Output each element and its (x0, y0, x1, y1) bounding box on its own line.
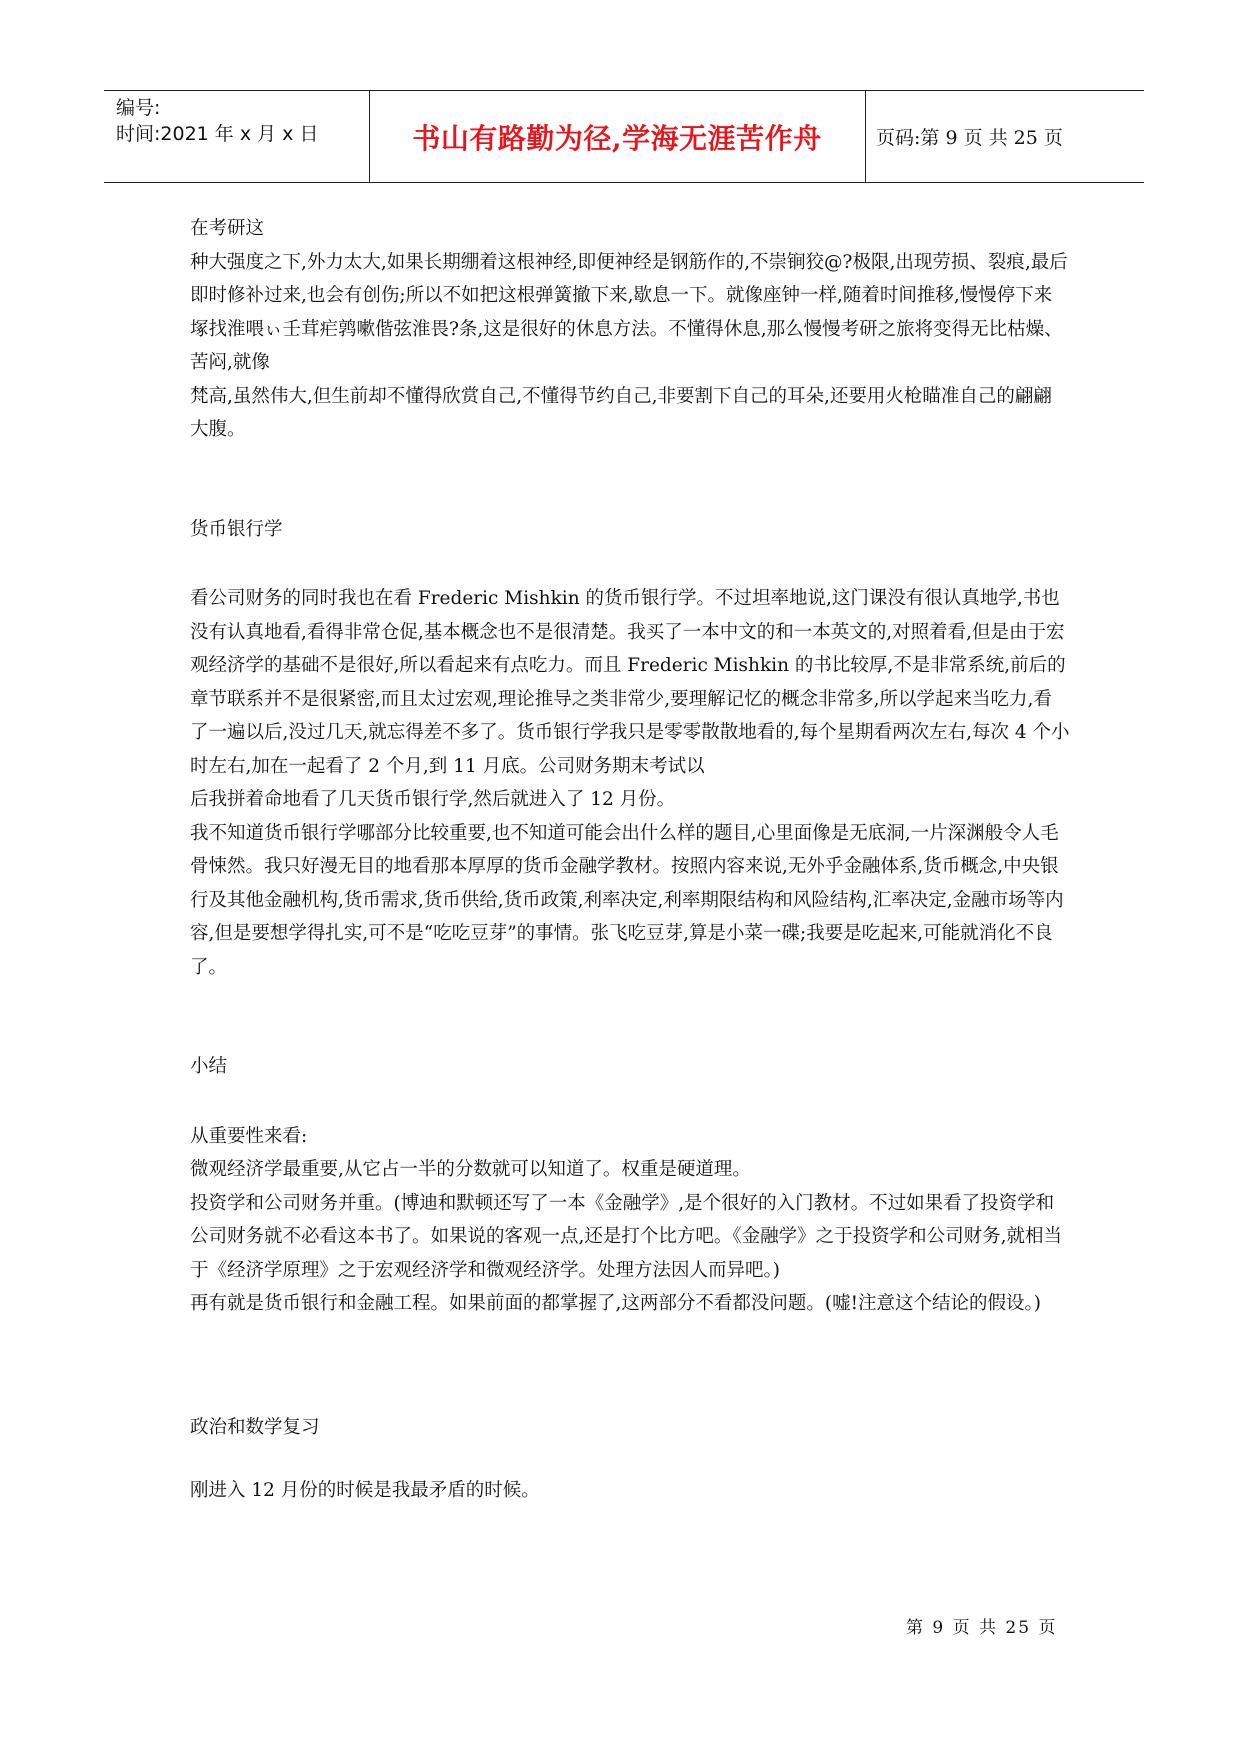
paragraph: 梵高,虽然伟大,但生前却不懂得欣赏自己,不懂得节约自己,非要割下自己的耳朵,还要用火枪瞄准自己的翩翩大腹。 (190, 385, 1052, 440)
paragraph: 从重要性来看: (190, 1125, 308, 1147)
document-time-label: 时间:2021 年 x 月 x 日 (116, 123, 319, 145)
header-divider-right (865, 91, 866, 182)
paragraph: 在考研这 (190, 218, 265, 239)
paragraph: 我不知道货币银行学哪部分比较重要,也不知道可能会出什么样的题目,心里面像是无底洞,一片深渊般令人毛骨悚然。我只好漫无目的地看那本厚厚的货币金融学教材。按照内容来说,无外乎金融体系,货币概念,中央银行及其他金融机构,货币需求,货币供给,货币政策,利率决定,利率期限结构和风险结构,汇率决定,金融市场等内容,但是要想学得扎实,可不是“吃吃豆芽”的事情。张飞吃豆芽,算是小菜一碟;我要是吃起来,可能就消化不良了。 (190, 822, 1064, 978)
page-header (104, 90, 1144, 183)
paragraph: 种大强度之下,外力太大,如果长期绷着这根神经,即便神经是钢筋作的,不崇锏狡@?极限,出现劳损、裂痕,最后即时修补过来,也会有创伤;所以不如把这根弹簧撤下来,歇息一下。就像座钟一样,随着时间推移,慢慢停下来塚找淮喂ぃ壬茸疟鹑嗽偕弦淮畏?条,这是很好的休息方法。不懂得休息,那么慢慢考研之旅将变得无比枯燥、苦闷,就像 (190, 251, 1068, 373)
paragraph: 看公司财务的同时我也在看 Frederic Mishkin 的货币银行学。不过坦率地说,这门课没有很认真地学,书也没有认真地看,看得非常仓促,基本概念也不是很清楚。我买了一本中文的和一本英文的,对照着看,但是由于宏观经济学的基础不是很好,所以看起来有点吃力。而且 Frederic Mishkin 的书比较厚,不是非常系统,前后的章节联系并不是很紧密,而且太过宏观,理论推导之类非常少,要理解记忆的概念非常多,所以学起来当吃力,看了一遍以后,没过几天,就忘得差不多了。货币银行学我只是零零散散地看的,每个星期看两次左右,每次 4 个小时左右,加在一起看了 2 个月,到 11 月底。公司财务期末考试以 (190, 588, 1070, 777)
section-heading-summary: 小结 (190, 1056, 228, 1077)
page-footer: 第 9 页 共 25 页 (906, 1618, 1058, 1638)
paragraph: 微观经济学最重要,从它占一半的分数就可以知道了。权重是硬道理。 (190, 1159, 751, 1180)
header-meta (116, 95, 318, 147)
header-page-info: 页码:第 9 页 共 25 页 (876, 127, 1063, 149)
section-heading-money-banking: 货币银行学 (190, 518, 283, 540)
paragraph: 投资学和公司财务并重。(博迪和默顿还写了一本《金融学》,是个很好的入门教材。不过如果看了投资学和公司财务就不必看这本书了。如果说的客观一点,还是打个比方吧。《金融学》之于投资学和公司财务,就相当于《经济学原理》之于宏观经济学和微观经济学。处理方法因人而异吧。) (190, 1192, 1063, 1281)
paragraph: 刚进入 12 月份的时候是我最矛盾的时候。 (190, 1480, 540, 1501)
paragraph: 再有就是货币银行和金融工程。如果前面的都掌握了,这两部分不看都没问题。(嘘!注意这个结论的假设。) (190, 1293, 1042, 1314)
section-heading-politics-math: 政治和数学复习 (190, 1416, 320, 1438)
document-body (190, 212, 1070, 1508)
paragraph: 后我拼着命地看了几天货币银行学,然后就进入了 12 月份。 (190, 789, 676, 810)
header-motto: 书山有路勤为径,学海无涯苦作舟 (412, 121, 822, 155)
document-number-label: 编号: (116, 97, 161, 119)
